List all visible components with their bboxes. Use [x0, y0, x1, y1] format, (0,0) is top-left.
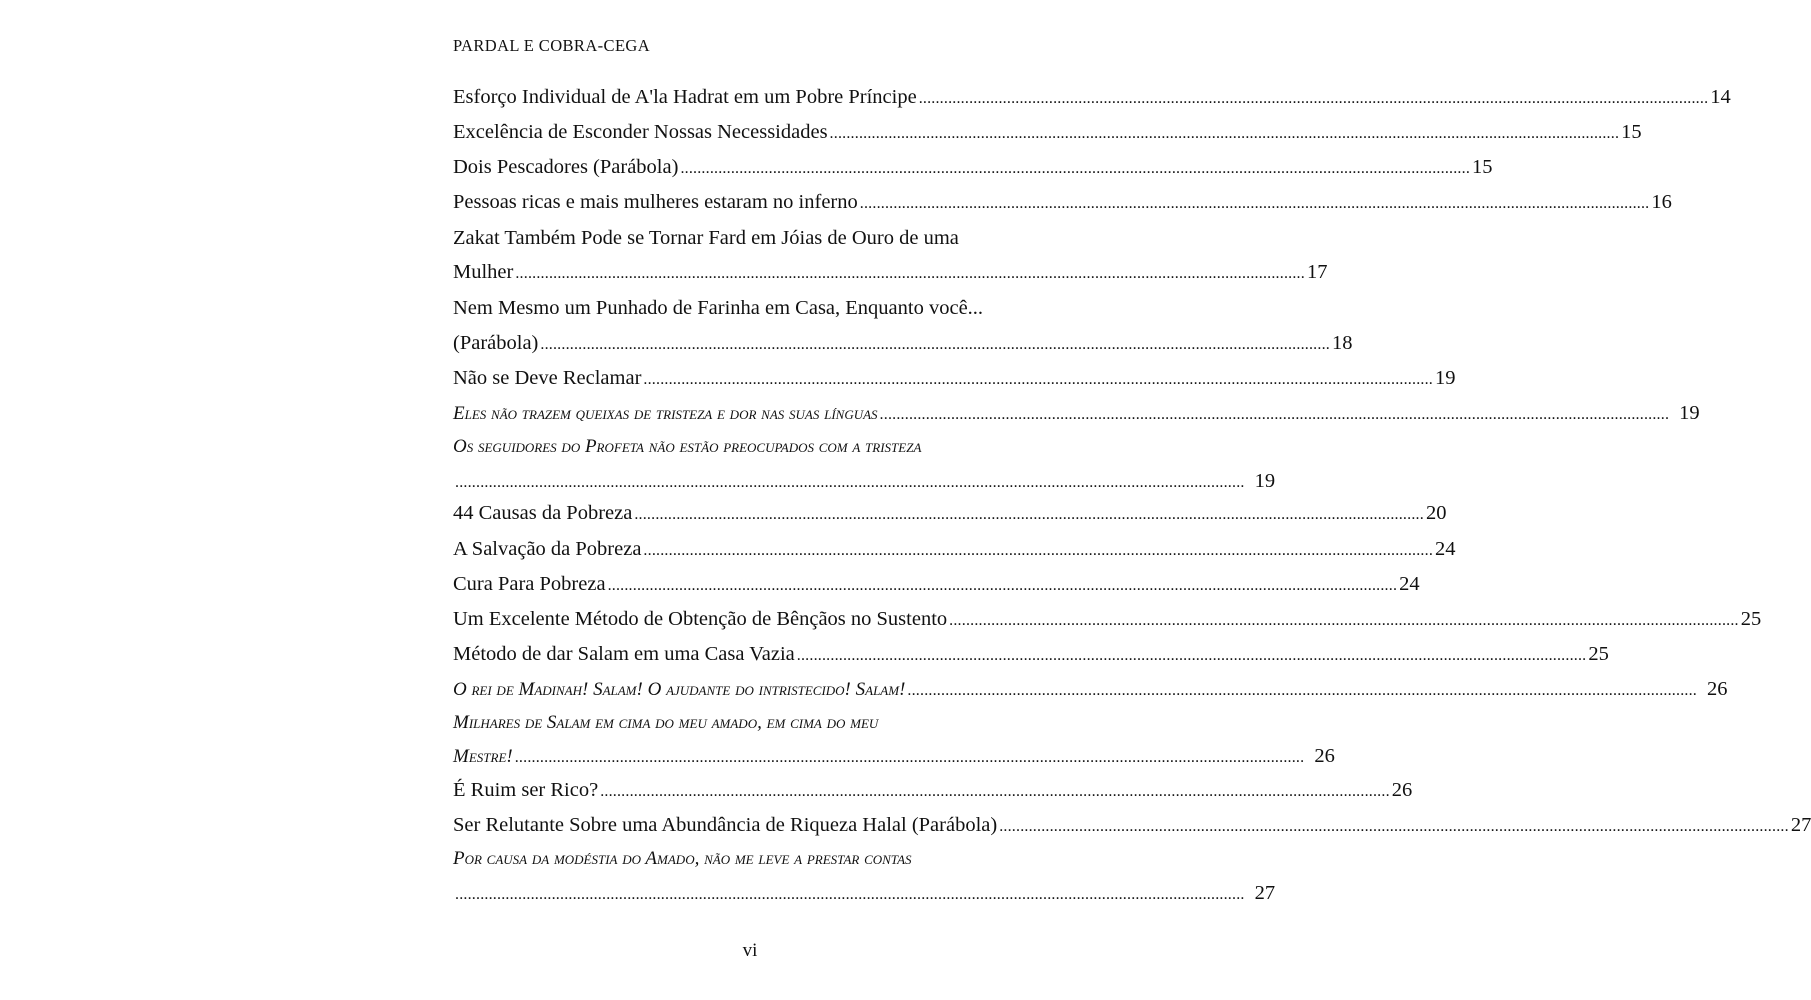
toc-entry[interactable] [453, 672, 1728, 706]
toc-entry[interactable] [453, 602, 1762, 636]
dot-leader: ............................................................................................................................................................................................ [796, 647, 1587, 664]
toc-entry-title: É Ruim ser Rico? [453, 779, 599, 801]
dot-leader: ............................................................................................................................................................................................ [949, 612, 1739, 629]
toc-entry-page: 26 [1391, 779, 1413, 801]
toc-entry[interactable] [453, 808, 1811, 842]
toc-entry-page: 14 [1710, 86, 1731, 108]
toc-entry-page: 15 [1621, 121, 1642, 143]
dot-leader: ............................................................................................................................................................................................ [918, 90, 1709, 107]
toc-entry-title-line[interactable]: Milhares de Salam em cima do meu amado, em cima do meu [453, 712, 879, 733]
toc-entry-title: Dois Pescadores (Parábola) [453, 156, 679, 178]
toc-entry-page: 25 [1588, 643, 1609, 665]
toc-entry-title: Mulher [453, 261, 514, 283]
toc-entry[interactable] [453, 532, 1456, 566]
toc-entry[interactable] [453, 396, 1700, 430]
toc-entry-page: 24 [1399, 573, 1420, 595]
toc-entry-page: 20 [1425, 502, 1447, 524]
toc-entry-title: A Salvação da Pobreza [453, 538, 642, 560]
dot-leader: ............................................................................................................................................................................................ [680, 160, 1471, 177]
toc-entry-page: 19 [1435, 367, 1456, 389]
running-header: PARDAL E COBRA-CEGA [453, 36, 651, 55]
dot-leader: ............................................................................................................................................................................................ [859, 195, 1650, 212]
toc-entry[interactable] [453, 115, 1642, 149]
toc-entry-page: 24 [1435, 538, 1456, 560]
toc-entry-title: 44 Causas da Pobreza [453, 502, 633, 524]
toc-entry[interactable] [453, 739, 1335, 773]
toc-entry-title: Método de dar Salam em uma Casa Vazia [453, 643, 795, 665]
dot-leader: ............................................................................................................................................................................................ [455, 474, 1245, 491]
toc-entry[interactable] [453, 255, 1328, 289]
dot-leader: ............................................................................................................................................................................................ [643, 371, 1434, 388]
dot-leader: ............................................................................................................................................................................................ [515, 265, 1305, 282]
toc-entry[interactable] [453, 326, 1353, 360]
toc-entry-page: 26 [1707, 678, 1728, 700]
toc-entry-title-line[interactable]: Nem Mesmo um Punhado de Farinha em Casa, Enquanto você... [453, 297, 984, 319]
dot-leader: ............................................................................................................................................................................................ [829, 125, 1620, 142]
toc-entry[interactable] [453, 185, 1672, 219]
toc-entry-title-line[interactable]: Por causa da modéstia do Amado, não me leve a prestar contas [453, 848, 912, 869]
toc-entry[interactable] [453, 361, 1456, 395]
dot-leader: ............................................................................................................................................................................................ [455, 886, 1245, 903]
toc-entry[interactable] [453, 876, 1276, 910]
toc-entry[interactable] [453, 567, 1420, 601]
toc-entry[interactable] [453, 150, 1493, 184]
toc-entry-title: Pessoas ricas e mais mulheres estaram no inferno [453, 191, 858, 213]
dot-leader: ............................................................................................................................................................................................ [907, 682, 1698, 699]
toc-entry-title: Um Excelente Método de Obtenção de Bênçãos no Sustento [453, 608, 948, 630]
toc-entry-title: Excelência de Esconder Nossas Necessidades [453, 121, 828, 143]
toc-entry-page: 16 [1651, 191, 1672, 213]
toc-entry-page: 27 [1790, 814, 1811, 836]
toc-entry-page: 19 [1254, 470, 1276, 492]
toc-entry-page: 19 [1679, 402, 1700, 424]
toc-entry-title: Mestre! [453, 746, 513, 767]
dot-leader: ............................................................................................................................................................................................ [607, 577, 1398, 594]
toc-entry-title: Ser Relutante Sobre uma Abundância de Riqueza Halal (Parábola) [453, 814, 998, 836]
toc-entry-title: Eles não trazem queixas de tristeza e dor nas suas línguas [453, 403, 878, 424]
dot-leader: ............................................................................................................................................................................................ [600, 783, 1390, 800]
toc-entry-page: 15 [1472, 156, 1493, 178]
dot-leader: ............................................................................................................................................................................................ [540, 336, 1330, 353]
dot-leader: ............................................................................................................................................................................................ [514, 749, 1305, 766]
toc-entry-page: 26 [1314, 745, 1335, 767]
toc-entry-title-line[interactable]: Zakat Também Pode se Tornar Fard em Jóias de Ouro de uma [453, 227, 959, 249]
toc-entry-title-line[interactable]: Os seguidores do Profeta não estão preocupados com a tristeza [453, 436, 922, 457]
toc-entry[interactable] [453, 80, 1731, 114]
toc-entry[interactable] [453, 464, 1276, 498]
toc-entry-page: 27 [1254, 882, 1276, 904]
toc-entry-title: O rei de Madinah! Salam! O ajudante do intristecido! Salam! [453, 679, 906, 700]
toc-entry-page: 25 [1740, 608, 1762, 630]
dot-leader: ............................................................................................................................................................................................ [634, 506, 1424, 523]
dot-leader: ............................................................................................................................................................................................ [879, 406, 1670, 423]
dot-leader: ............................................................................................................................................................................................ [999, 818, 1789, 835]
toc-entry[interactable] [453, 773, 1413, 807]
toc-entry[interactable] [453, 637, 1609, 671]
toc-entry-title: Cura Para Pobreza [453, 573, 606, 595]
toc-entry[interactable] [453, 496, 1447, 530]
toc-entry-title: Não se Deve Reclamar [453, 367, 642, 389]
toc-entry-title: Esforço Individual de A'la Hadrat em um Pobre Príncipe [453, 86, 917, 108]
toc-entry-title: (Parábola) [453, 332, 539, 354]
dot-leader: ............................................................................................................................................................................................ [643, 542, 1434, 559]
toc-entry-page: 17 [1306, 261, 1328, 283]
page-number: vi [742, 940, 758, 961]
toc-entry-page: 18 [1331, 332, 1353, 354]
